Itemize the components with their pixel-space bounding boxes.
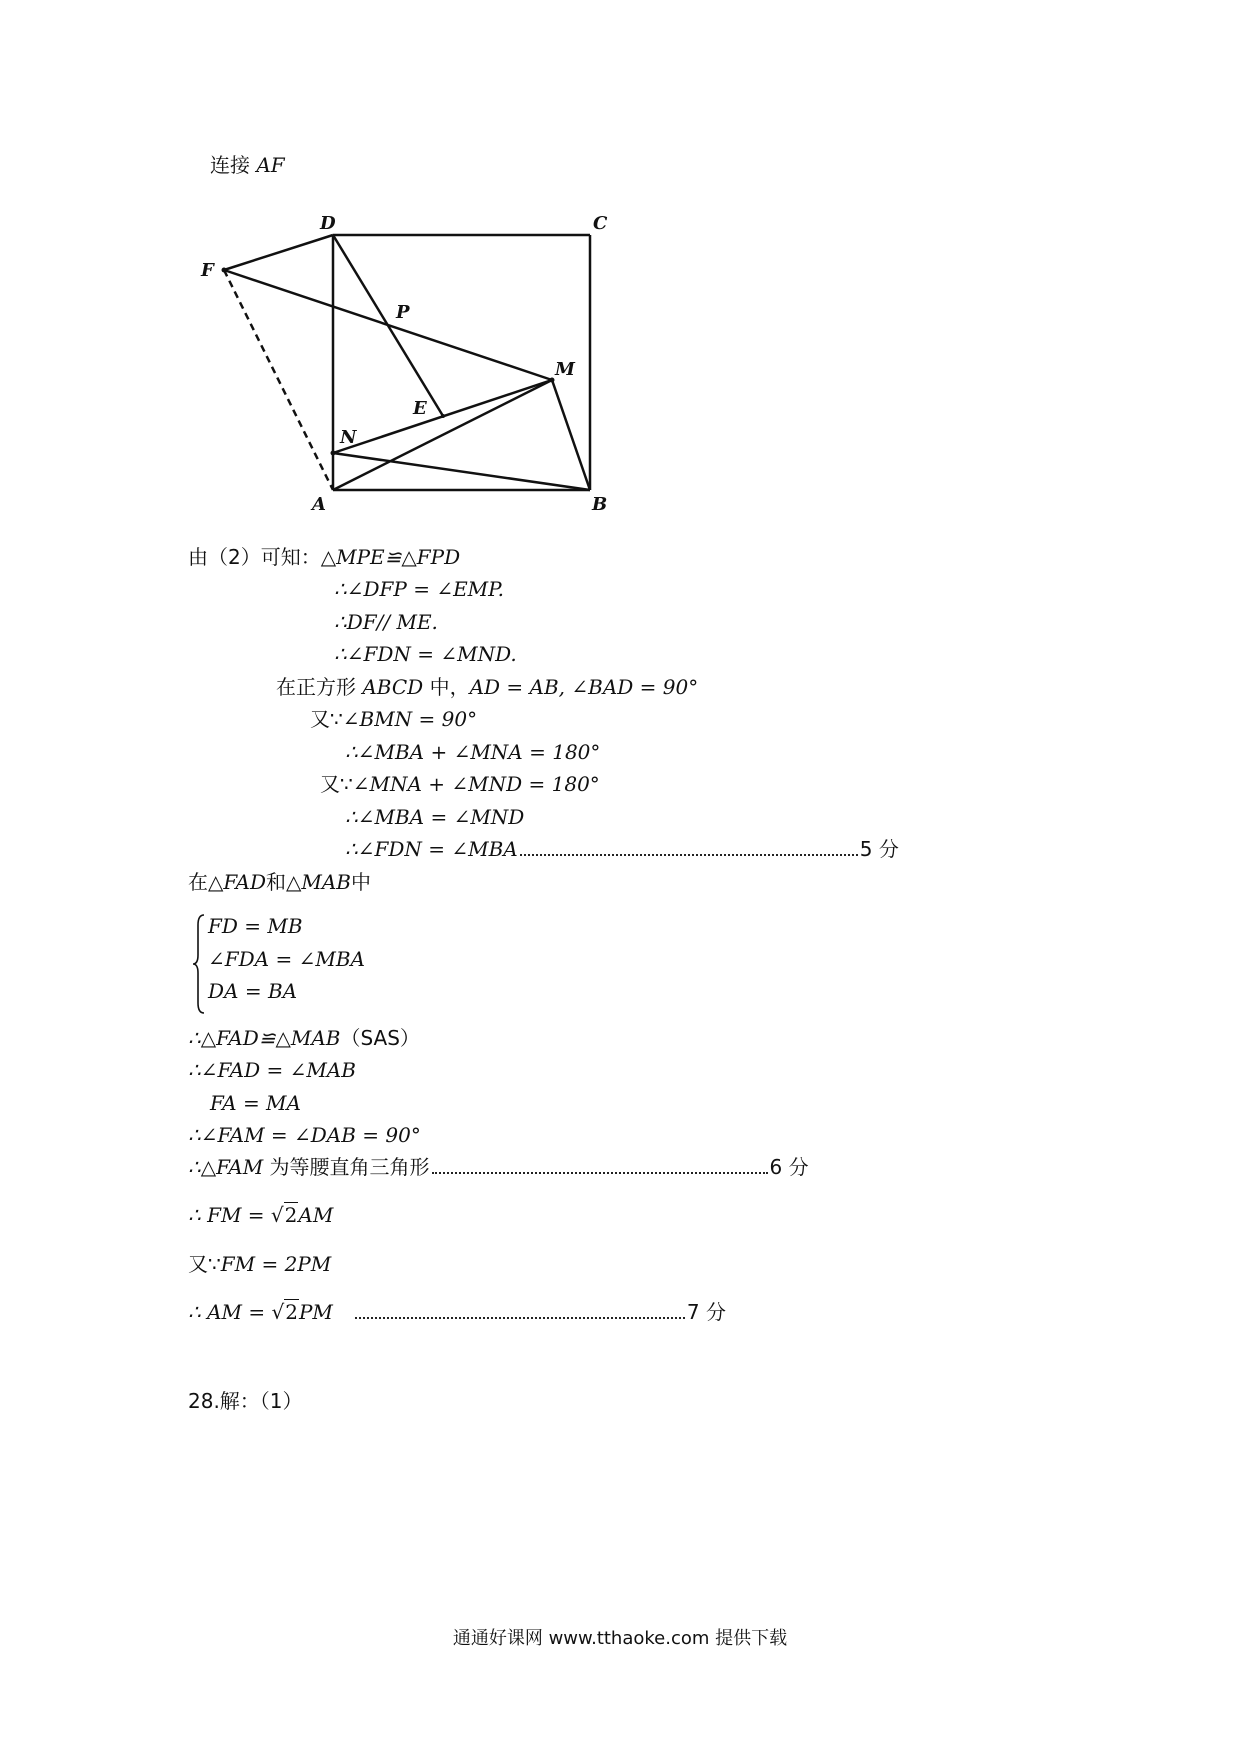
proof-line-2: ∴∠DFP = ∠EMP.: [334, 577, 504, 601]
intro-line: 连接 AF: [210, 153, 285, 177]
system-line-3: DA = BA: [208, 979, 298, 1003]
segment-AM: [333, 380, 552, 490]
proof-line-11: 在△FAD和△MAB中: [188, 870, 371, 894]
label-P: P: [396, 302, 410, 323]
leader-dots: [520, 839, 858, 856]
equation-system: [192, 913, 432, 1015]
proof-line-4: ∴∠FDN = ∠MND.: [334, 642, 517, 666]
sqrt-symbol: √2: [271, 1300, 298, 1324]
proof-line-16: ∴△FAM 为等腰直角三角形 6 分: [188, 1155, 809, 1179]
score-7: 7 分: [686, 1300, 726, 1324]
proof-line-14: FA = MA: [210, 1091, 301, 1115]
label-M: M: [555, 359, 575, 380]
segment-MB: [552, 380, 590, 490]
geometry-figure: [180, 200, 640, 520]
proof-line-6: 又∵∠BMN = 90°: [310, 707, 478, 731]
system-line-1: FD = MB: [208, 914, 303, 938]
proof-line-8: 又∵∠MNA + ∠MND = 180°: [320, 772, 600, 796]
segment-FD: [224, 235, 333, 270]
proof-line-3: ∴DF// ME.: [334, 610, 438, 634]
proof-line-15: ∴∠FAM = ∠DAB = 90°: [188, 1123, 421, 1147]
proof-line-1: 由（2）可知：△MPE≌△FPD: [188, 545, 461, 569]
proof-line-13: ∴∠FAD = ∠MAB: [188, 1058, 356, 1082]
proof-line-12: ∴△FAD≌△MAB（SAS）: [188, 1026, 420, 1050]
sqrt-symbol: √2: [270, 1203, 298, 1227]
label-B: B: [592, 494, 608, 515]
left-brace: [192, 913, 206, 1015]
segment-DE: [333, 235, 443, 416]
score-5: 5 分: [859, 837, 899, 861]
score-6: 6 分: [769, 1155, 809, 1179]
label-E: E: [413, 398, 427, 419]
leader-dots: [432, 1157, 768, 1174]
proof-line-5: 在正方形 ABCD 中，AD = AB, ∠BAD = 90°: [276, 675, 699, 699]
leader-dots: [355, 1302, 685, 1319]
segment-FA-dashed: [224, 270, 333, 490]
system-line-2: ∠FDA = ∠MBA: [208, 947, 365, 971]
proof-line-9: ∴∠MBA = ∠MND: [345, 805, 525, 829]
question-28-heading: 28.解：（1）: [188, 1389, 303, 1413]
proof-line-10: ∴∠FDN = ∠MBA 5 分: [345, 837, 899, 861]
page-footer: 通通好课网 www.tthaoke.com 提供下载: [452, 1628, 788, 1649]
label-N: N: [340, 427, 357, 448]
label-D: D: [320, 213, 336, 234]
label-A: A: [312, 494, 326, 515]
label-C: C: [593, 213, 608, 234]
proof-line-17: ∴ FM = √2AM: [188, 1203, 334, 1227]
proof-line-7: ∴∠MBA + ∠MNA = 180°: [345, 740, 601, 764]
label-F: F: [201, 260, 214, 281]
proof-line-18: 又∵FM = 2PM: [188, 1252, 332, 1276]
proof-line-19: ∴ AM = √2PM 7 分: [188, 1300, 726, 1324]
